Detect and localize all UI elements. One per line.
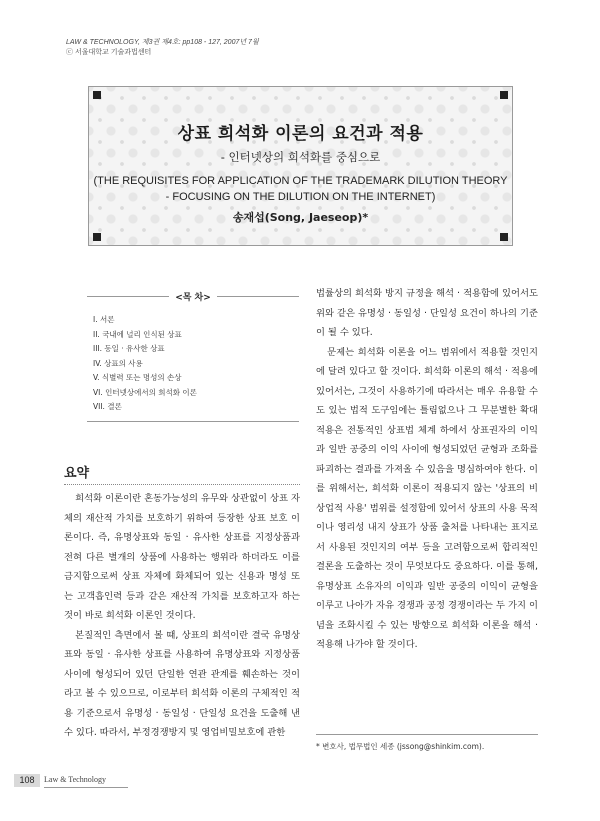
body-paragraph: 희석화 이론이란 혼동가능성의 유무와 상관없이 상표 자체의 재산적 가치를 보호하기 위하여 등장한 상표 보호 이론이다. 즉, 유명상표와 동일 · 유사한 상표를 지정상품과 전혀 다른 별개의 상품에 사용하는 행위라 하더라도 이를 금지함으로써 상표 자체에 화체되어 있는 신용과 명성 또는 고객흡인력 등과 같은 재산적 가치를 보호하고자 하는 것이 바로 희석화 이론인 것이다.: [64, 493, 300, 621]
right-text-column: [316, 284, 538, 655]
copyright-line: ⓒ 서울대학교 기술과법센터: [66, 49, 152, 56]
body-paragraph: 법률상의 희석화 방지 규정을 해석 · 적용함에 있어서도 위와 같은 유명성 · 동일성 · 단일성 요건이 하나의 기준이 될 수 있다.: [316, 288, 538, 338]
author-name: 송재섭(Song, Jaeseop)*: [232, 211, 369, 224]
footnote-divider: [316, 734, 538, 735]
page-number: 108: [14, 774, 40, 787]
corner-square-icon: [93, 233, 101, 241]
body-paragraph: 본질적인 측면에서 볼 때, 상표의 희석이란 결국 유명상표와 동일 · 유사한 상표를 사용하여 유명상표와 지정상품 사이에 형성되어 있던 단일한 연관 관계를 훼손하는 것이라고 볼 수 있으므로, 이로부터 희석화 이론의 구체적인 적용 기준으로서 유명성 · 동일성 · 단일성 요건을 도출해 낸 수 있다. 따라서, 부정경쟁방지 및 영업비밀보호에 관한: [64, 629, 300, 738]
footer-rule: [44, 787, 128, 788]
corner-square-icon: [500, 233, 508, 241]
toc-item: I. 서론: [93, 315, 115, 324]
toc-item: V. 식별력 또는 명성의 손상: [93, 373, 182, 382]
toc-item: VI. 인터넷상에서의 희석화 이론: [93, 387, 197, 397]
abstract-heading: 요약: [64, 466, 90, 481]
toc-item: IV. 상표의 사용: [93, 358, 143, 368]
journal-header: [66, 38, 366, 58]
corner-square-icon: [500, 91, 508, 99]
author-footnote: * 변호사, 법무법인 세종 (jssong@shinkim.com).: [316, 742, 485, 751]
table-of-contents: [87, 293, 299, 422]
paper-title-korean: 상표 희석화 이론의 요건과 적용: [177, 124, 424, 144]
title-box: [88, 86, 513, 246]
toc-title: <목 차>: [169, 293, 217, 303]
english-title-line-1: (THE REQUISITES FOR APPLICATION OF THE TRADEMARK DILUTION THEORY: [93, 175, 508, 187]
journal-citation: LAW & TECHNOLOGY, 제3권 제4호: pp108 - 127, 2007년 7월: [66, 39, 259, 46]
paper-title-english: [89, 173, 512, 205]
corner-square-icon: [93, 91, 101, 99]
toc-item: VII. 결론: [93, 402, 122, 411]
section-divider: [64, 484, 300, 486]
english-title-line-2: - FOCUSING ON THE DILUTION ON THE INTERNET): [165, 191, 436, 203]
toc-item: III. 동일 · 유사한 상표: [93, 344, 165, 353]
footer-journal-name: Law & Technology: [44, 775, 106, 784]
paper-subtitle-korean: - 인터넷상의 희석화를 중심으로: [220, 150, 381, 164]
body-paragraph: 문제는 희석화 이론을 어느 범위에서 적용할 것인지에 달려 있다고 할 것이다. 희석화 이론의 해석 · 적용에 있어서는, 그것이 사용하기에 따라서는 매우 유용할 수도 있는 법적 도구임에는 틀림없으나 그 무분별한 확대 적용은 전통적인 상표법 체계 하에서 상표권자의 이익과 일반 공중의 이익 사이에 형성되었던 균형과 조화를 파괴하는 결과를 가져올 수 있음을 명심하여야 한다. 이를 위해서는, 희석화 이론이 적용되지 않는 '상표의 비상업적 사용' 범위를 설정함에 있어서 상표의 사용 목적이나 영리성 내지 상표가 상품 출처를 나타내는 표지로서 사용된 것인지의 여부 등을 고려함으로써 합리적인 결론을 도출하는 것이 무엇보다도 중요하다. 이를 통해, 유명상표 소유자의 이익과 일반 공중의 이익이 균형을 이루고 나아가 자유 경쟁과 공정 경쟁이라는 두 가지 이념을 조화시킬 수 있는 방향으로 희석화 이론을 해석 · 적용해 나가야 할 것이다.: [316, 346, 538, 650]
left-text-column: [64, 489, 300, 743]
toc-item: II. 국내에 널리 인식된 상표: [93, 329, 182, 339]
